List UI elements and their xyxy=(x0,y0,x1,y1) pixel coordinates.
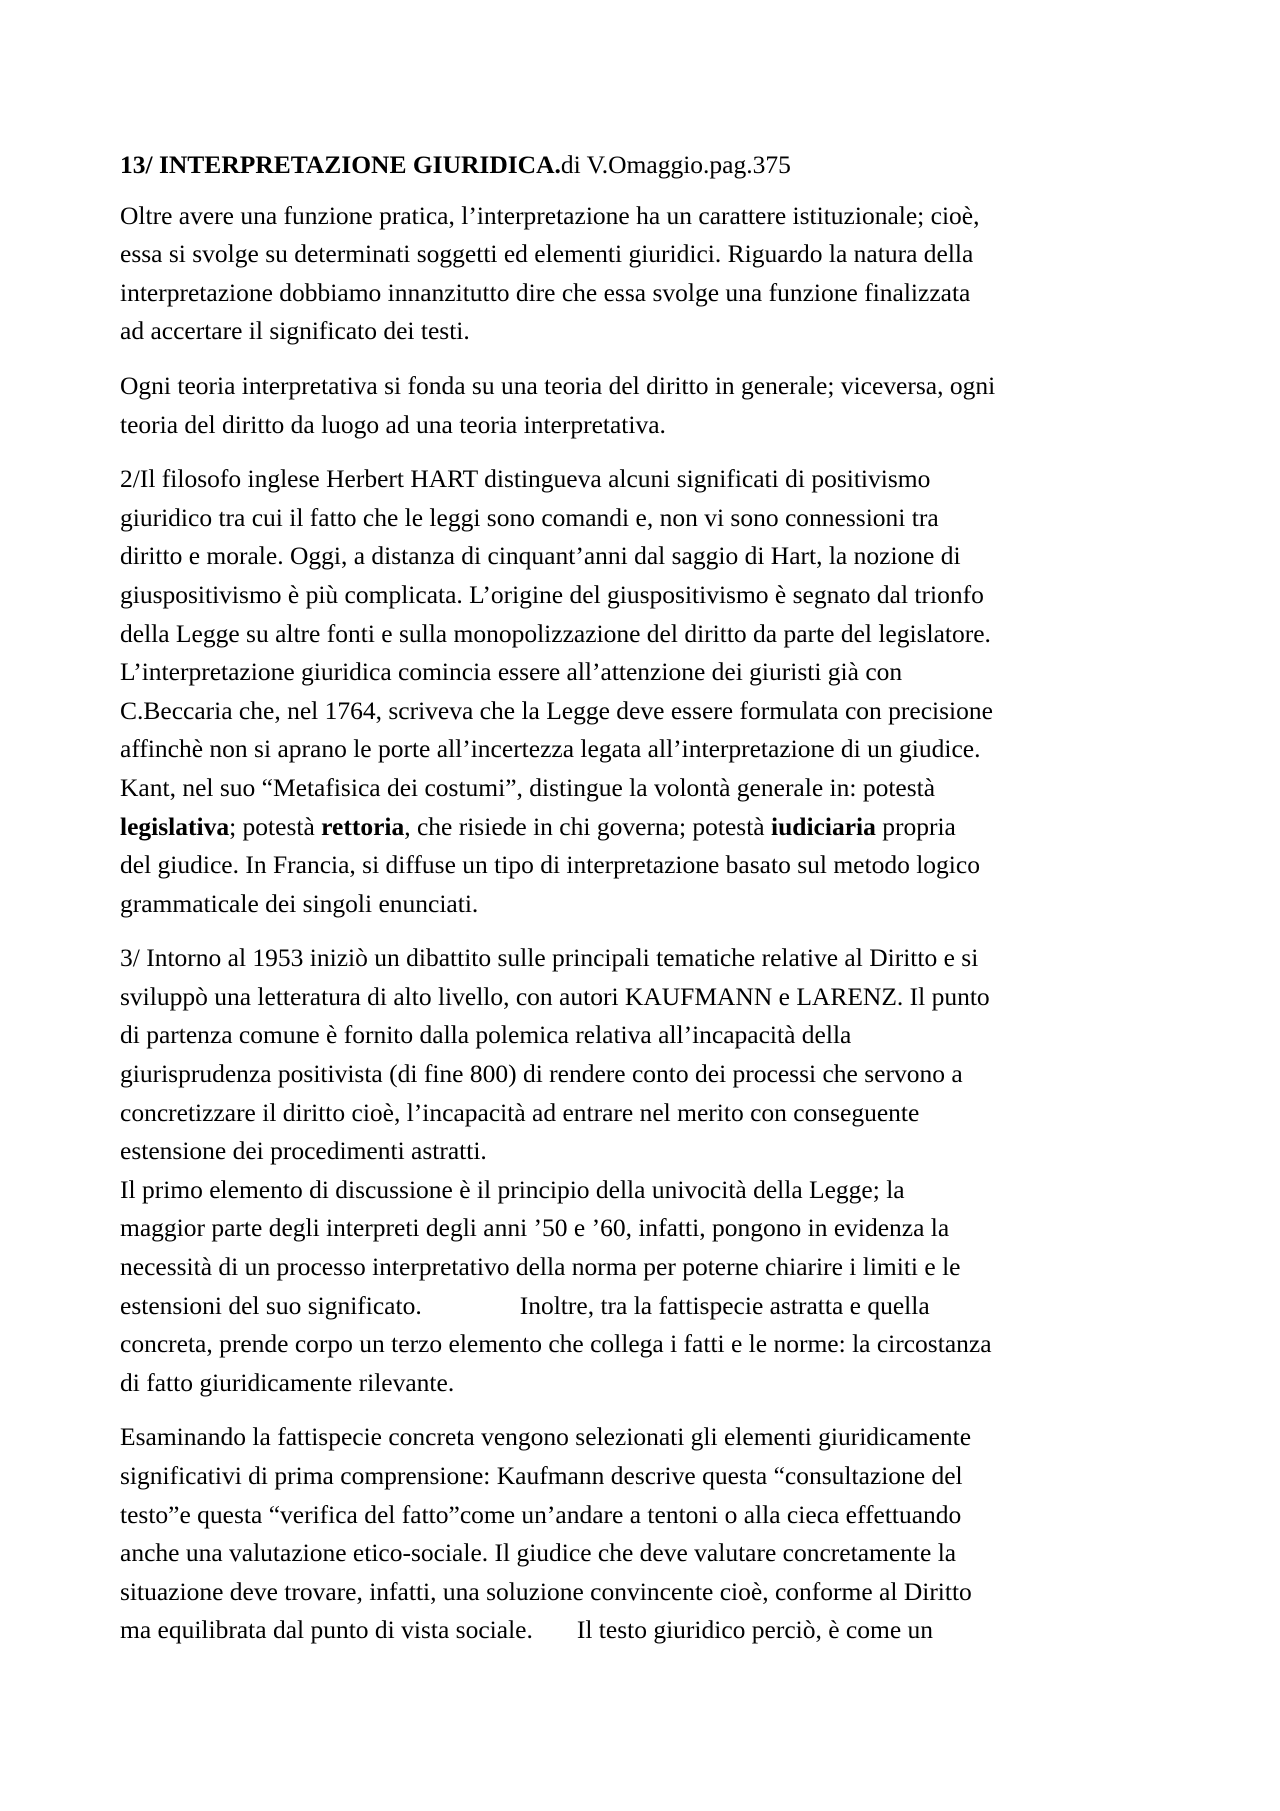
text-line: grammaticale dei singoli enunciati. xyxy=(120,888,479,918)
text-line: Kant, nel suo “Metafisica dei costumi”, distingue la volontà generale in: potestà xyxy=(120,772,936,802)
text-line: Esaminando la fattispecie concreta vengono selezionati gli elementi giuridicamente xyxy=(120,1422,972,1452)
kant-powers-line xyxy=(120,808,1180,847)
text-fragment: ma equilibrata dal punto di vista sociale. xyxy=(120,1615,533,1645)
text-line: concreta, prende corpo un terzo elemento che collega i fatti e le norme: la circostanza xyxy=(120,1329,992,1359)
text-line: testo”e questa “verifica del fatto”come un’andare a tentoni o alla cieca effettuando xyxy=(120,1499,962,1529)
bold-term-rettoria: rettoria xyxy=(321,811,405,841)
text-line: giurisprudenza positivista (di fine 800) di rendere conto dei processi che servono a xyxy=(120,1059,963,1089)
text-line: interpretazione dobbiamo innanzitutto dire che essa svolge una funzione finalizzata xyxy=(120,277,971,307)
bold-term-legislativa: legislativa xyxy=(120,811,230,841)
title-rest: di V.Omaggio.pag.375 xyxy=(560,150,791,179)
text-fragment: propria xyxy=(875,811,956,841)
text-line: teoria del diritto da luogo ad una teoria interpretativa. xyxy=(120,409,666,439)
text-line: della Legge su altre fonti e sulla monopolizzazione del diritto da parte del legislatore. xyxy=(120,618,991,648)
text-line: C.Beccaria che, nel 1764, scriveva che la Legge deve essere formulata con precisione xyxy=(120,695,993,725)
title-bold: 13/ INTERPRETAZIONE GIURIDICA. xyxy=(120,150,561,179)
text-line: anche una valutazione etico-sociale. Il giudice che deve valutare concretamente la xyxy=(120,1538,957,1568)
text-line: necessità di un processo interpretativo della norma per poterne chiarire i limiti e le xyxy=(120,1252,961,1282)
text-line: maggior parte degli interpreti degli anni ’50 e ’60, infatti, pongono in evidenza la xyxy=(120,1213,950,1243)
text-fragment: ; potestà xyxy=(229,811,322,841)
text-line: Ogni teoria interpretativa si fonda su una teoria del diritto in generale; viceversa, ogni xyxy=(120,370,996,400)
text-line: estensione dei procedimenti astratti. xyxy=(120,1136,487,1166)
text-line: di fatto giuridicamente rilevante. xyxy=(120,1367,455,1397)
text-line: del giudice. In Francia, si diffuse un tipo di interpretazione basato sul metodo logico xyxy=(120,850,980,880)
text-line: situazione deve trovare, infatti, una soluzione convincente cioè, conforme al Diritto xyxy=(120,1576,972,1606)
text-line: 2/Il filosofo inglese Herbert HART distingueva alcuni significati di positivismo xyxy=(120,464,931,494)
text-line: 3/ Intorno al 1953 iniziò un dibattito sulle principali tematiche relative al Diritto e si xyxy=(120,943,979,973)
text-line: Oltre avere una funzione pratica, l’interpretazione ha un carattere istituzionale; cioè, xyxy=(120,200,980,230)
bold-term-iudiciaria: iudiciaria xyxy=(771,811,876,841)
paragraph-5 xyxy=(120,1325,1180,1402)
text-line: L’interpretazione giuridica comincia essere all’attenzione dei giuristi già con xyxy=(120,657,903,687)
text-fragment: estensioni del suo significato. xyxy=(120,1290,422,1320)
split-text-line xyxy=(120,1611,1180,1650)
text-line: giuridico tra cui il fatto che le leggi sono comandi e, non vi sono connessioni tra xyxy=(120,502,939,532)
paragraph-4 xyxy=(120,939,1180,1325)
paragraph-6 xyxy=(120,1418,1180,1650)
text-line: concretizzare il diritto cioè, l’incapacità ad entrare nel merito con conseguente xyxy=(120,1097,920,1127)
text-fragment: Inoltre, tra la fattispecie astratta e quella xyxy=(519,1290,930,1320)
paragraph-2 xyxy=(120,367,1180,444)
text-line: ad accertare il significato dei testi. xyxy=(120,316,470,346)
text-line: diritto e morale. Oggi, a distanza di cinquant’anni dal saggio di Hart, la nozione di xyxy=(120,541,961,571)
paragraph-1 xyxy=(120,197,1180,351)
text-line: significativi di prima comprensione: Kaufmann descrive questa “consultazione del xyxy=(120,1461,963,1490)
paragraph-3 xyxy=(120,460,1180,923)
text-line: giuspositivismo è più complicata. L’origine del giuspositivismo è segnato dal trionfo xyxy=(120,579,984,609)
text-line: Il primo elemento di discussione è il principio della univocità della Legge; la xyxy=(120,1174,905,1204)
text-line: sviluppò una letteratura di alto livello, con autori KAUFMANN e LARENZ. Il punto xyxy=(120,981,990,1011)
text-fragment: , che risiede in chi governa; potestà xyxy=(404,811,772,841)
document-title xyxy=(120,146,1180,185)
text-line: affinchè non si aprano le porte all’incertezza legata all’interpretazione di un giudice. xyxy=(120,734,981,764)
text-line: di partenza comune è fornito dalla polemica relativa all’incapacità della xyxy=(120,1020,852,1050)
split-text-line xyxy=(120,1287,1180,1326)
document-page xyxy=(120,146,1180,1666)
text-fragment: Il testo giuridico perciò, è come un xyxy=(576,1615,934,1645)
text-line: essa si svolge su determinati soggetti ed elementi giuridici. Riguardo la natura della xyxy=(120,239,974,269)
